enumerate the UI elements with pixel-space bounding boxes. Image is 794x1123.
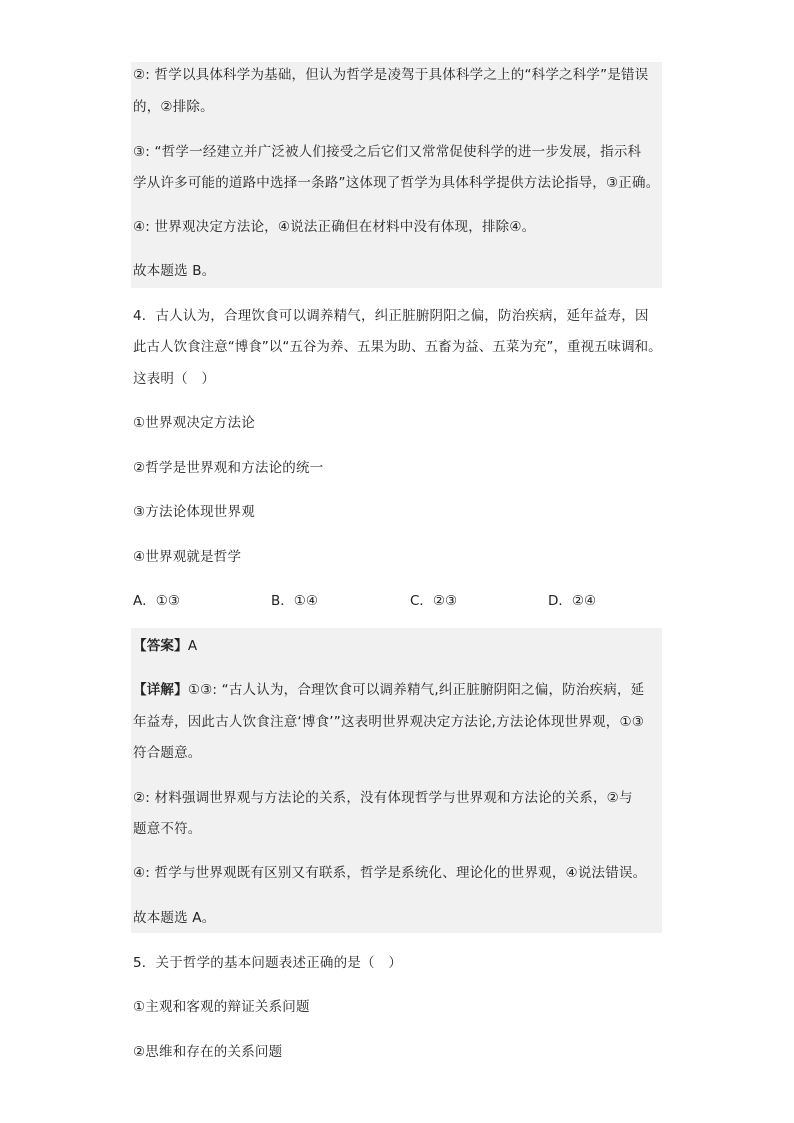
- q3-item3-line1: ③: “哲学一经建立并广泛被人们接受之后它们又常常促使科学的进一步发展，指示科: [133, 144, 642, 160]
- q4-item2-line2: 题意不符。: [133, 821, 202, 837]
- q3-item2-line1: ②: 哲学以具体科学为基础，但认为哲学是凌驾于具体科学之上的“科学之科学”是错误: [133, 67, 649, 83]
- q4-stem-line3: 这表明（ ）: [133, 371, 216, 387]
- q3-item4: ④: 世界观决定方法论，④说法正确但在材料中没有体现，排除④。: [133, 219, 536, 235]
- q4-detail-line2: 年益寿，因此古人饮食注意‘博食’”这表明世界观决定方法论,方法论体现世界观，①③: [133, 714, 645, 730]
- q4-statement-3: ③方法论体现世界观: [133, 504, 255, 520]
- q5-statement-1: ①主观和客观的辩证关系问题: [133, 999, 310, 1015]
- q5-stem: 5．关于哲学的基本问题表述正确的是（ ）: [133, 955, 403, 971]
- q4-answer: [133, 637, 197, 655]
- q4-option-d: D．②④: [548, 593, 597, 609]
- q4-statement-2: ②哲学是世界观和方法论的统一: [133, 460, 324, 476]
- detail-label: 【详解】: [133, 682, 188, 698]
- q4-answer-block: [131, 628, 662, 933]
- q4-conclusion: 故本题选 A。: [133, 910, 216, 926]
- q4-item4: ④: 哲学与世界观既有区别又有联系，哲学是系统化、理论化的世界观，④说法错误。: [133, 865, 647, 881]
- q4-statement-4: ④世界观就是哲学: [133, 549, 242, 565]
- q3-conclusion: 故本题选 B。: [133, 263, 216, 279]
- answer-label: 【答案】: [133, 638, 188, 654]
- q3-item3-line2: 学从许多可能的道路中选择一条路”这体现了哲学为具体科学提供方法论指导，③正确。: [133, 175, 660, 191]
- q4-stem-line1: 4．古人认为，合理饮食可以调养精气，纠正脏腑阴阳之偏，防治疾病，延年益寿，因: [133, 308, 649, 324]
- q4-detail-line3: 符合题意。: [133, 745, 202, 761]
- q4-detail-line1: [133, 681, 644, 699]
- q4-item2-line1: ②: 材料强调世界观与方法论的关系，没有体现哲学与世界观和方法论的关系，②与: [133, 790, 633, 806]
- q4-option-a: A．①③: [133, 593, 180, 609]
- q4-option-b: B．①④: [271, 593, 318, 609]
- detail-text: ①③: “古人认为，合理饮食可以调养精气,纠正脏腑阴阳之偏，防治疾病，延: [187, 682, 645, 698]
- q4-statement-1: ①世界观决定方法论: [133, 415, 255, 431]
- answer-value: A: [187, 638, 198, 654]
- q4-stem-line2: 此古人饮食注意“博食”以“五谷为养、五果为助、五畜为益、五菜为充”，重视五味调和。: [133, 339, 662, 355]
- q4-option-c: C．②③: [410, 593, 458, 609]
- q3-item2-line2: 的，②排除。: [133, 99, 214, 115]
- q5-statement-2: ②思维和存在的关系问题: [133, 1044, 283, 1060]
